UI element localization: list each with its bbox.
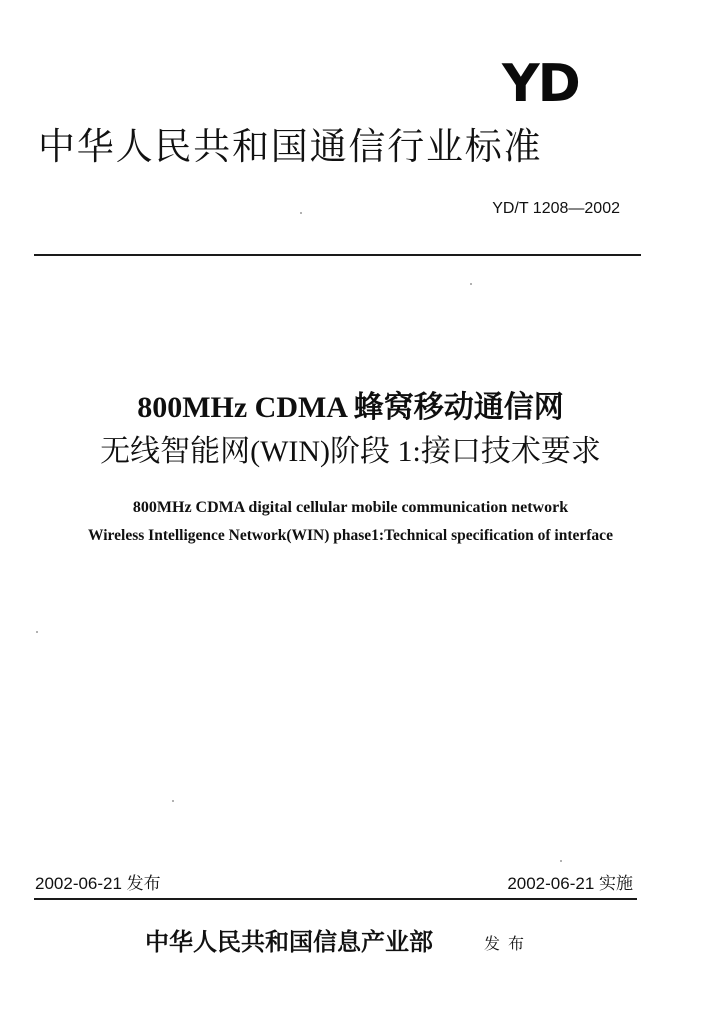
- publisher-action: 发布: [484, 934, 533, 953]
- publisher-name: 中华人民共和国信息产业部: [145, 930, 433, 956]
- standard-number: YD/T 1208—2002: [492, 200, 620, 217]
- scan-speck: [36, 631, 38, 633]
- implementation-date: 2002-06-21 实施: [507, 874, 633, 893]
- yd-logo: YD: [502, 54, 579, 114]
- standard-category-title: 中华人民共和国通信行业标准: [38, 125, 543, 168]
- scan-speck: [560, 860, 562, 862]
- english-title-line-1: 800MHz CDMA digital cellular mobile communication network: [132, 499, 569, 516]
- chinese-title-line-2: 无线智能网(WIN)阶段 1:接口技术要求: [100, 435, 601, 468]
- bottom-divider: [34, 898, 637, 900]
- scan-speck: [172, 800, 174, 802]
- english-title-line-2: Wireless Intelligence Network(WIN) phase1:Technical specification of interface: [88, 527, 613, 544]
- scan-speck: [470, 283, 472, 285]
- chinese-title-line-1: 800MHz CDMA 蜂窝移动通信网: [137, 391, 564, 424]
- top-divider: [34, 254, 641, 256]
- issue-date: 2002-06-21 发布: [35, 874, 161, 893]
- scan-speck: [300, 212, 302, 214]
